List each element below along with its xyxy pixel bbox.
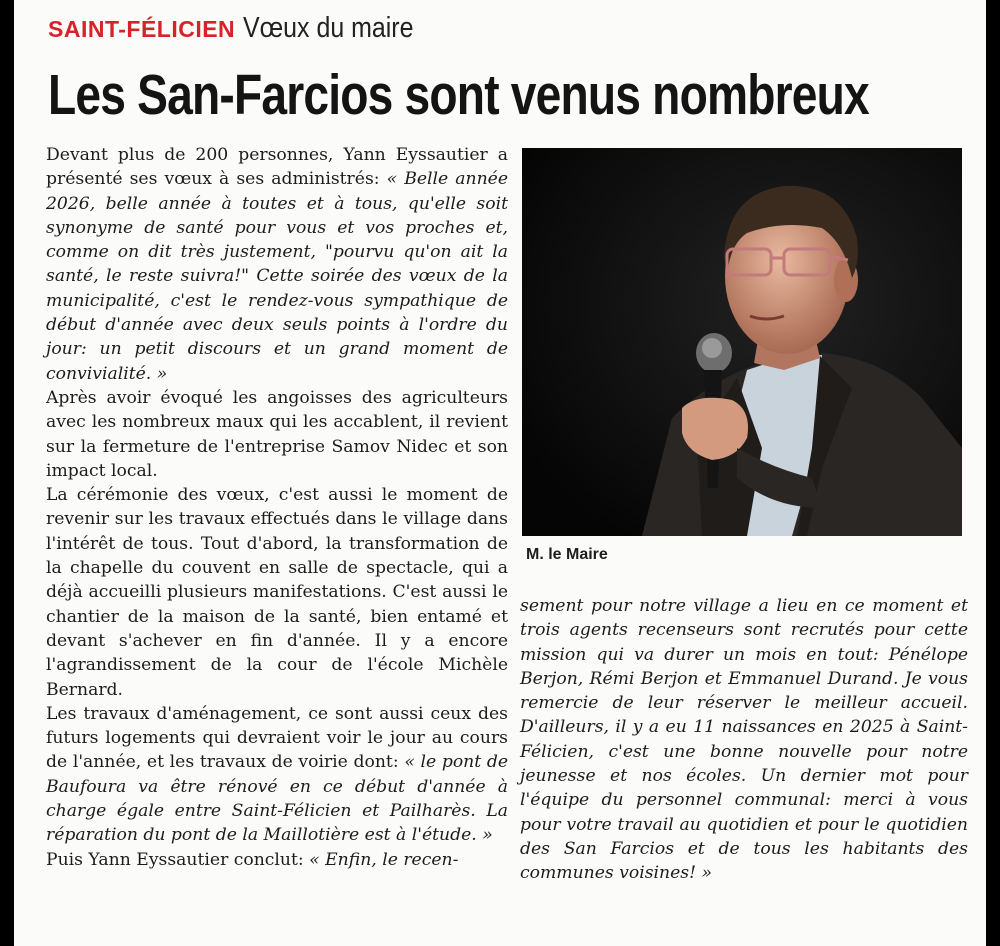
mayor-photo-illustration bbox=[522, 148, 962, 536]
paragraph-intro bbox=[46, 143, 508, 386]
article-column-right bbox=[520, 594, 968, 886]
mayor-photo bbox=[522, 148, 962, 536]
article-column-left bbox=[46, 143, 508, 872]
roads-quote: « le pont de Baufoura va être rénové en ce début d'année à charge égale entre Saint-Félicien et Pailharès. La réparation du pont de la Maillotière est à l'étude. » bbox=[46, 752, 508, 846]
paragraph-conclusion bbox=[46, 848, 508, 872]
paragraph-census: sement pour notre village a lieu en ce moment et trois agents recenseurs sont recrutés pour cette mission qui va durer un mois en tout: Pénélope Berjon, Rémi Berjon et Emmanuel Durand. Je vous remercie de leur réserver le meilleur accueil. D'ailleurs, il y a eu 11 naissances en 2025 à Saint-Félicien, c'est une bonne nouvelle pour notre jeunesse et nos écoles. Un dernier mot pour l'équipe du personnel communal: merci à vous pour votre travail au quotidien et pour le quotidien des San Farcios et de tous les habitants des communes voisines! » bbox=[520, 596, 968, 884]
kicker-place: SAINT-FÉLICIEN bbox=[48, 16, 236, 42]
paragraph-roads bbox=[46, 702, 508, 848]
intro-text: Devant plus de 200 personnes, Yann Eyssautier a présenté ses vœux à ses administrés: bbox=[46, 145, 508, 190]
paragraph-agriculture: Après avoir évoqué les angoisses des agriculteurs avec les nombreux maux qui les accablent, il revient sur la fermeture de l'entreprise Samov Nidec et son impact local. bbox=[46, 387, 508, 481]
roads-text: Les travaux d'aménagement, ce sont aussi ceux des futurs logements qui devraient voir le jour au cours de l'année, et les travaux de voirie dont: bbox=[46, 703, 508, 773]
intro-quote: « Belle année 2026, belle année à toutes et à tous, qu'elle soit synonyme de santé pour vous et vos proches et, comme on dit très justement, "pourvu qu'on ait la santé, le reste suivra!" Cette soirée des vœux de la municipalité, c'est le rendez-vous sympathique de début d'année avec deux seuls points à l'ordre du jour: un petit discours et un grand moment de convivialité. » bbox=[46, 169, 508, 384]
article-headline: Les San-Farcios sont venus nombreux bbox=[48, 63, 869, 127]
section-kicker bbox=[48, 12, 441, 45]
conclusion-quote-start: « Enfin, le recen- bbox=[309, 849, 459, 870]
kicker-topic: Vœux du maire bbox=[243, 12, 414, 44]
photo-caption: M. le Maire bbox=[526, 546, 608, 563]
newspaper-clipping bbox=[14, 0, 986, 946]
paragraph-works: La cérémonie des vœux, c'est aussi le moment de revenir sur les travaux effectués dans le village dans l'intérêt de tous. Tout d'abord, la transformation de la chapelle du couvent en salle de spectacle, qui a déjà accueilli plusieurs manifestations. C'est aussi le chantier de la maison de la santé, bien entamé et devant s'achever en fin d'année. Il y a encore l'agrandissement de la cour de l'école Michèle Bernard. bbox=[46, 485, 508, 700]
conclusion-text: Puis Yann Eyssautier conclut: bbox=[46, 849, 304, 870]
